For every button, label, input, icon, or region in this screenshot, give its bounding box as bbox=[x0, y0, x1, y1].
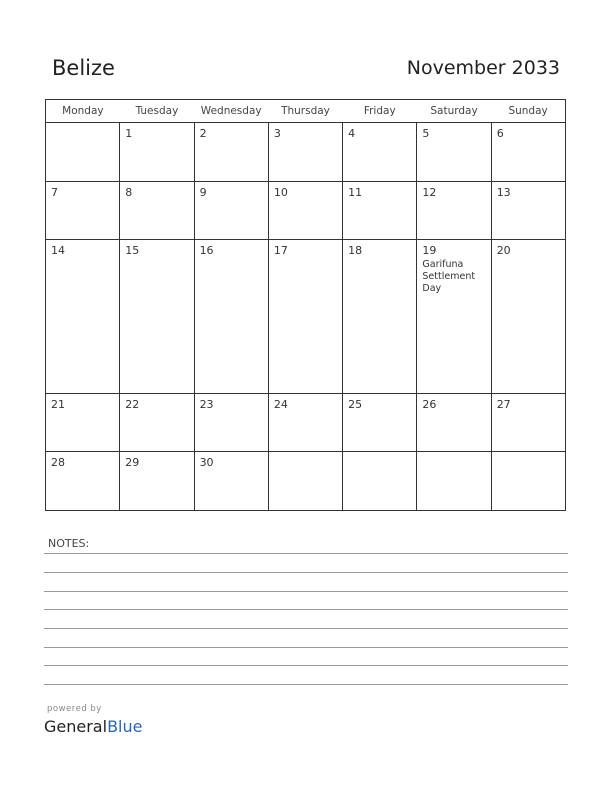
weekday-header: Saturday bbox=[417, 100, 491, 123]
day-number: 30 bbox=[199, 456, 214, 470]
day-number: 6 bbox=[496, 127, 504, 140]
day-cell bbox=[120, 393, 194, 452]
day-cell bbox=[46, 393, 120, 452]
day-number: 10 bbox=[273, 185, 288, 199]
day-number: 13 bbox=[496, 185, 511, 199]
day-cell bbox=[343, 452, 417, 511]
day-cell bbox=[417, 240, 491, 393]
day-number: 20 bbox=[496, 244, 511, 258]
day-number: 15 bbox=[125, 244, 140, 258]
day-number: 2 bbox=[199, 127, 207, 140]
notes-line bbox=[44, 684, 568, 685]
day-cell bbox=[491, 393, 565, 452]
day-number: 17 bbox=[273, 244, 288, 258]
day-number: 5 bbox=[422, 127, 430, 140]
day-number: 24 bbox=[273, 397, 288, 411]
weekday-header: Tuesday bbox=[120, 100, 194, 123]
day-cell bbox=[491, 240, 565, 393]
day-cell bbox=[46, 240, 120, 393]
day-cell bbox=[343, 181, 417, 240]
weekday-header-row bbox=[46, 100, 566, 123]
notes-line bbox=[44, 553, 568, 554]
day-number: 28 bbox=[51, 456, 65, 470]
day-cell bbox=[417, 123, 491, 182]
generalblue-logo bbox=[44, 717, 142, 736]
day-cell bbox=[120, 123, 194, 182]
day-cell bbox=[268, 452, 342, 511]
day-number: 26 bbox=[422, 397, 437, 411]
day-cell bbox=[46, 123, 120, 182]
month-year-title: November 2033 bbox=[406, 57, 560, 79]
day-cell bbox=[268, 240, 342, 393]
day-number: 7 bbox=[51, 185, 58, 199]
day-cell bbox=[491, 452, 565, 511]
day-cell bbox=[120, 181, 194, 240]
day-cell bbox=[120, 240, 194, 393]
day-number: 12 bbox=[422, 185, 437, 199]
day-number: 16 bbox=[199, 244, 214, 258]
day-cell bbox=[46, 181, 120, 240]
notes-line bbox=[44, 591, 568, 592]
notes-label: NOTES: bbox=[48, 537, 90, 550]
day-number: 27 bbox=[496, 397, 511, 411]
day-cell bbox=[417, 393, 491, 452]
notes-line bbox=[44, 647, 568, 648]
day-number: 9 bbox=[199, 185, 207, 199]
day-number: 11 bbox=[348, 185, 363, 199]
day-cell bbox=[491, 181, 565, 240]
day-number: 14 bbox=[51, 244, 65, 258]
weekday-header: Thursday bbox=[268, 100, 342, 123]
week-row bbox=[46, 123, 566, 182]
notes-line bbox=[44, 609, 568, 610]
day-number: 8 bbox=[125, 185, 133, 199]
day-number: 1 bbox=[125, 127, 133, 140]
day-cell bbox=[194, 240, 268, 393]
day-number: 3 bbox=[273, 127, 281, 140]
day-number: 18 bbox=[348, 244, 363, 258]
calendar-grid bbox=[45, 99, 566, 511]
day-cell bbox=[268, 393, 342, 452]
day-cell bbox=[268, 123, 342, 182]
day-cell bbox=[268, 181, 342, 240]
week-row bbox=[46, 393, 566, 452]
week-row bbox=[46, 181, 566, 240]
powered-by-text: powered by bbox=[47, 704, 102, 714]
weekday-header: Wednesday bbox=[194, 100, 268, 123]
notes-line bbox=[44, 572, 568, 573]
day-number: 21 bbox=[51, 397, 65, 411]
day-cell bbox=[343, 393, 417, 452]
day-cell bbox=[46, 452, 120, 511]
day-cell bbox=[194, 452, 268, 511]
day-cell bbox=[120, 452, 194, 511]
week-row bbox=[46, 240, 566, 393]
weekday-header: Monday bbox=[46, 100, 120, 123]
day-number: 19 bbox=[422, 244, 437, 258]
day-cell bbox=[343, 240, 417, 393]
day-cell bbox=[343, 123, 417, 182]
brand-general: General bbox=[44, 717, 108, 736]
holiday-event: Garifuna Settlement Day bbox=[422, 259, 476, 295]
brand-blue: Blue bbox=[107, 717, 143, 736]
day-cell bbox=[194, 393, 268, 452]
day-cell bbox=[194, 123, 268, 182]
day-number: 29 bbox=[125, 456, 140, 470]
day-number: 4 bbox=[348, 127, 356, 140]
day-cell bbox=[194, 181, 268, 240]
day-cell bbox=[491, 123, 565, 182]
day-cell bbox=[417, 452, 491, 511]
day-number: 25 bbox=[348, 397, 363, 411]
day-number: 23 bbox=[199, 397, 214, 411]
weekday-header: Sunday bbox=[491, 100, 565, 123]
notes-line bbox=[44, 628, 568, 629]
notes-line bbox=[44, 665, 568, 666]
weekday-header: Friday bbox=[343, 100, 417, 123]
week-row bbox=[46, 452, 566, 511]
country-title: Belize bbox=[52, 56, 115, 80]
day-number: 22 bbox=[125, 397, 140, 411]
day-cell bbox=[417, 181, 491, 240]
